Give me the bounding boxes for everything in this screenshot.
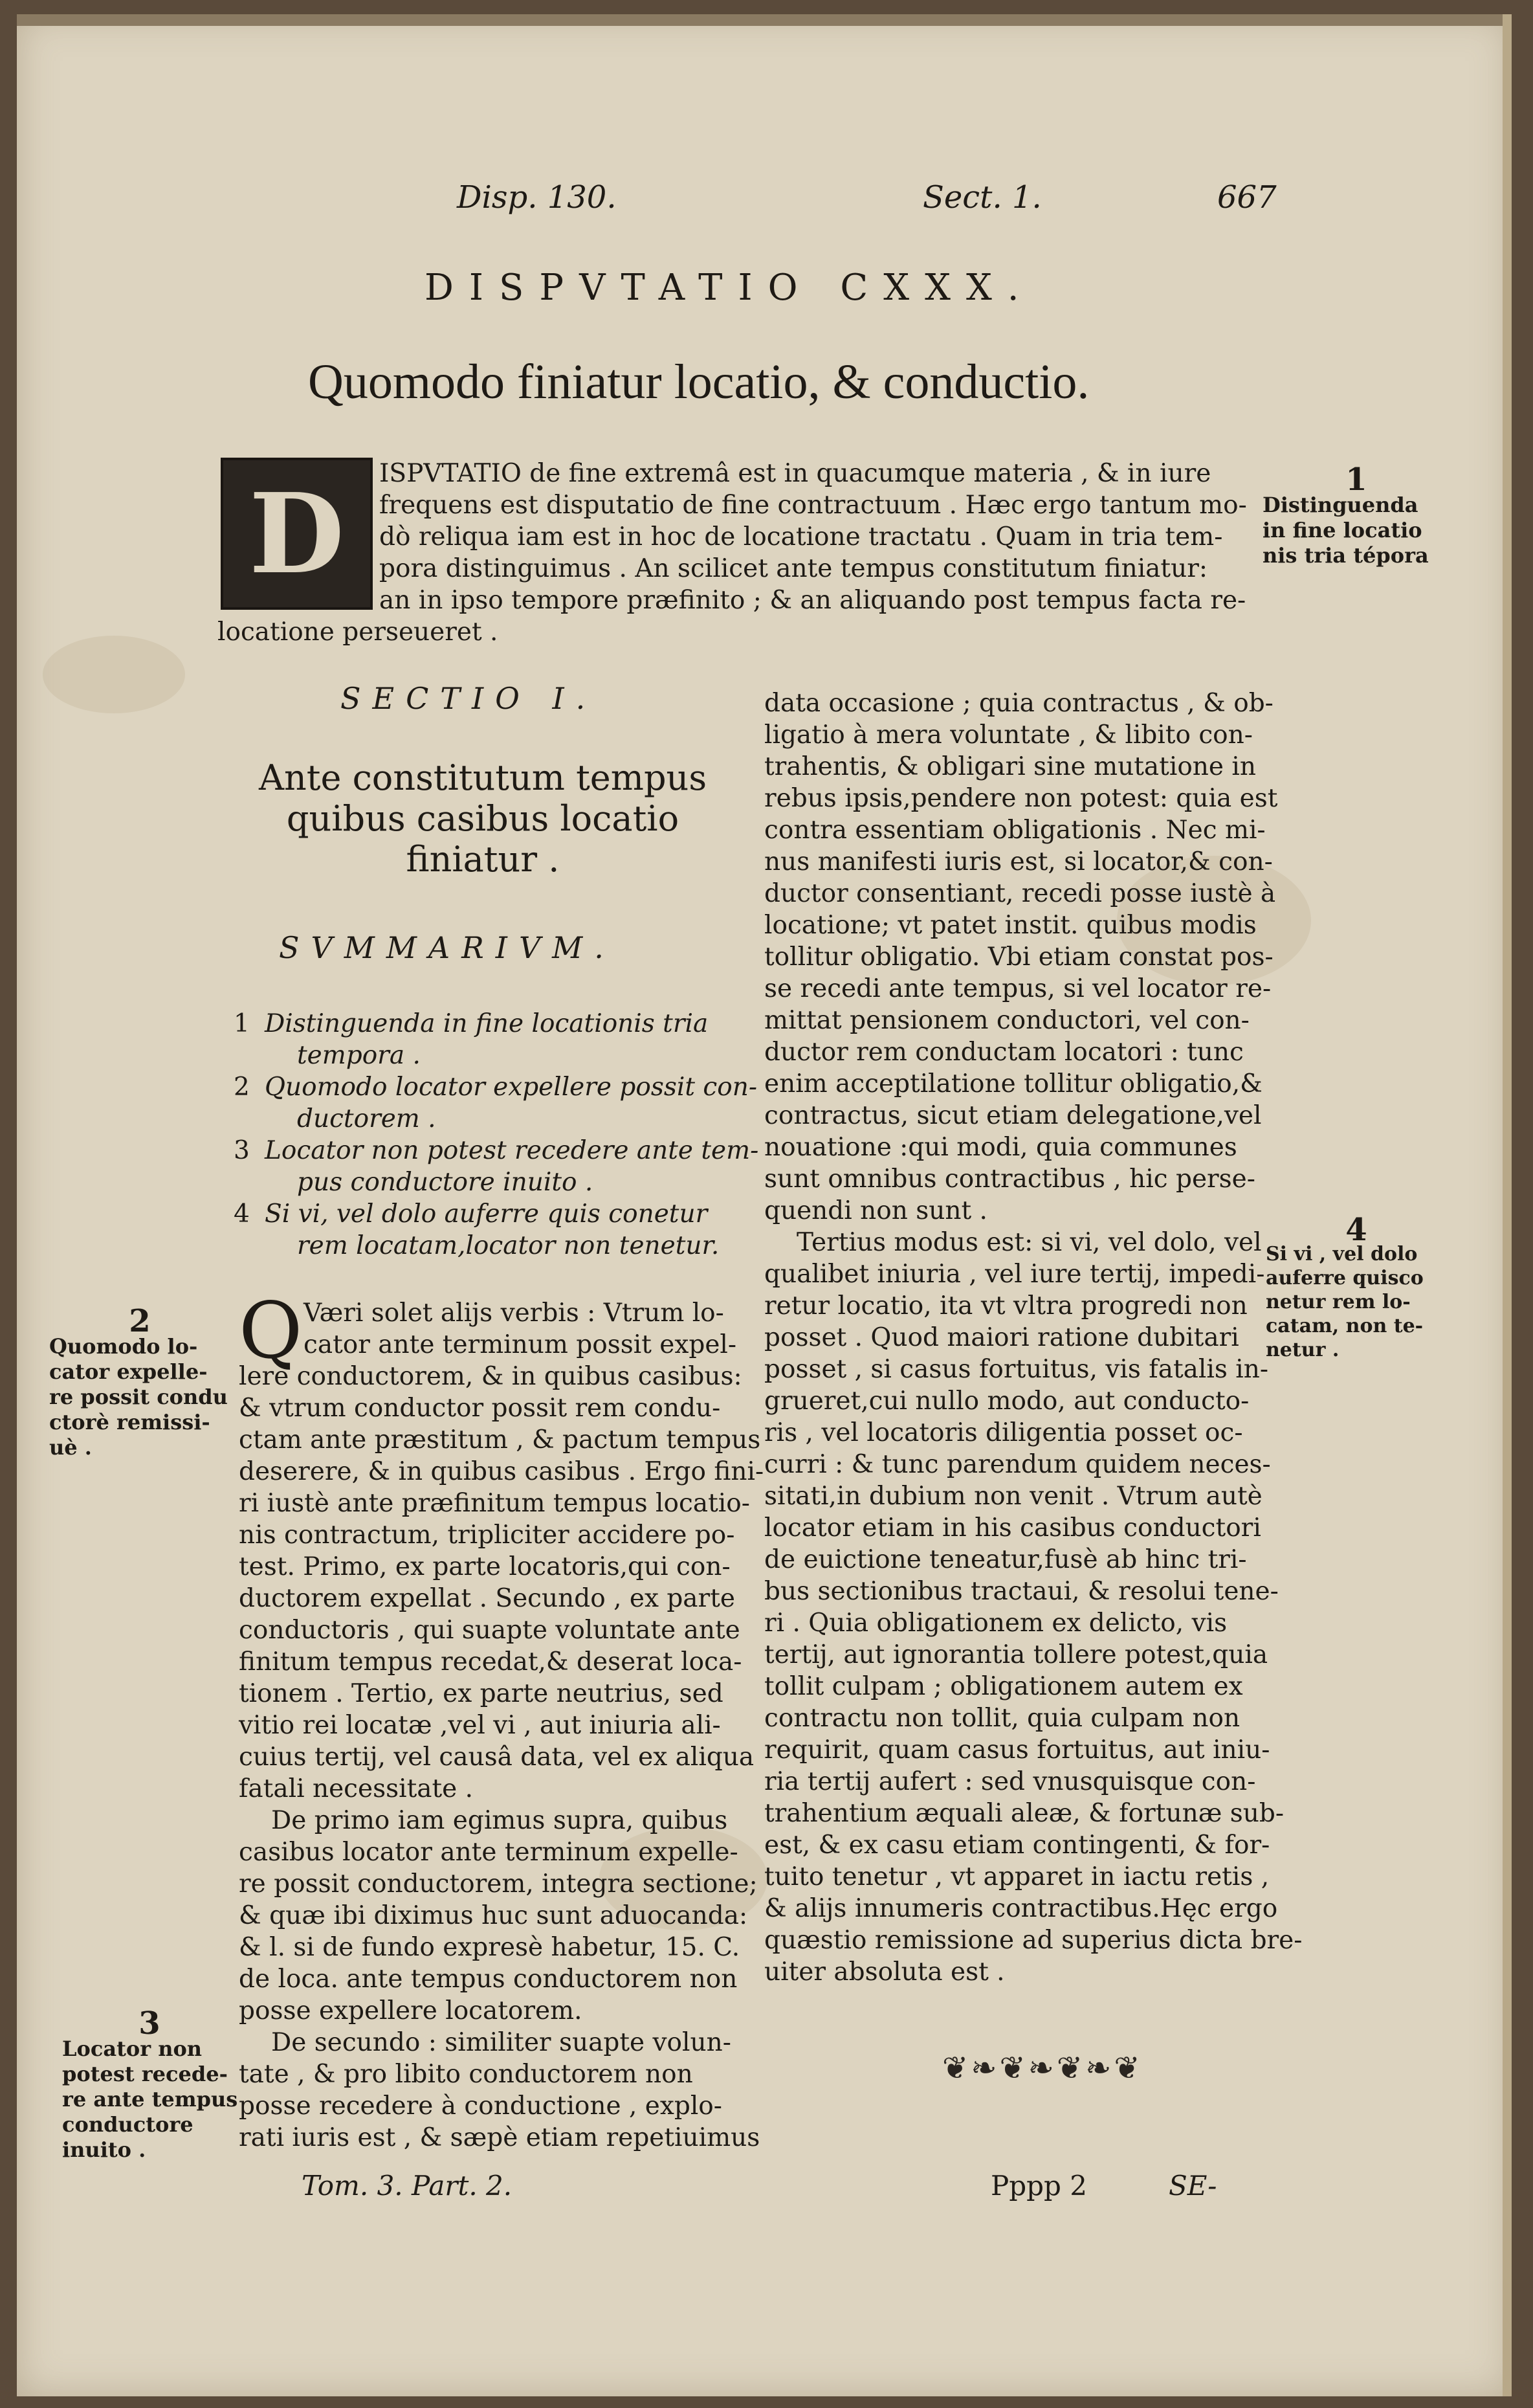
left-column-text [239, 1297, 764, 2154]
margin-note-4 [1266, 1212, 1447, 1362]
text-line: pora distinguimus . An scilicet ante tempus constitutum finiatur: [379, 554, 1208, 583]
section-title [230, 757, 735, 880]
margin-note-line: re possit condu [49, 1385, 228, 1409]
margin-note-line: nis tria tépora [1263, 543, 1429, 568]
text-line: posse expellere locatorem. [239, 1996, 582, 2025]
text-line: casibus locator ante terminum expelle- [239, 1838, 738, 1867]
summary-item-line: Distinguenda in fine locationis tria [265, 1009, 709, 1038]
footer-signature: Pppp 2 [991, 2170, 1087, 2202]
disputation-title: DISPVTATIO CXXX. [425, 267, 1035, 309]
footer-catchword: SE- [1169, 2170, 1217, 2202]
text-line: tollitur obligatio. Vbi etiam constat pos- [764, 942, 1274, 972]
text-line: est, & ex casu etiam contingenti, & for- [764, 1831, 1270, 1860]
text-line: conductoris , qui suapte voluntate ante [239, 1616, 740, 1645]
initial-letter: D [248, 469, 345, 599]
text-line: Tertius modus est: si vi, vel dolo, vel [797, 1228, 1262, 1257]
summary-item-line: Si vi, vel dolo auferre quis conetur [265, 1199, 708, 1229]
margin-note-1 [1263, 462, 1450, 568]
text-line: contractu non tollit, quia culpam non [764, 1704, 1241, 1733]
text-line: frequens est disputatio de fine contractuum . Hæc ergo tantum mo- [379, 491, 1247, 520]
text-line: bus sectionibus tractaui, & resolui tene- [764, 1577, 1279, 1606]
margin-note-line: inuito . [62, 2137, 146, 2162]
text-line: Væri solet alijs verbis : Vtrum lo- [303, 1299, 724, 1328]
text-line: trahentis, & obligari sine mutatione in [764, 752, 1256, 781]
text-line: sitati,in dubium non venit . Vtrum autè [764, 1482, 1263, 1511]
margin-note-line: Quomodo lo- [49, 1334, 198, 1359]
text-line: de euictione teneatur,fusè ab hinc tri- [764, 1545, 1247, 1574]
text-line: posset . Quod maiori ratione dubitari [764, 1323, 1239, 1352]
margin-note-line: in fine locatio [1263, 518, 1422, 542]
summary-item-line: Locator non potest recedere ante tem- [265, 1136, 759, 1165]
summary-item [234, 1008, 745, 1071]
summary-label: SVMMARIVM. [279, 930, 615, 965]
text-line: tertij, aut ignorantia tollere potest,quia [764, 1640, 1268, 1669]
summary-item-number: 4 [234, 1199, 250, 1229]
margin-note-2 [49, 1303, 230, 1460]
page-number: 667 [1217, 179, 1277, 216]
summary-item-text [265, 1135, 758, 1198]
footer-volume: Tom. 3. Part. 2. [302, 2170, 513, 2202]
margin-note-line: netur rem lo- [1266, 1291, 1411, 1313]
text-line: quæstio remissione ad superius dicta bre- [764, 1926, 1303, 1955]
summary-item [234, 1071, 758, 1135]
text-line: ris , vel locatoris diligentia posset oc- [764, 1418, 1243, 1447]
text-line: ria tertij aufert : sed vnusquisque con- [764, 1767, 1256, 1796]
text-line: grueret,cui nullo modo, aut conducto- [764, 1387, 1250, 1416]
margin-note-line: Distinguenda [1263, 493, 1418, 517]
text-line: contractus, sicut etiam delegatione,vel [764, 1101, 1262, 1130]
text-line: posse recedere à conductione , explo- [239, 2091, 722, 2121]
text-line: tionem . Tertio, ex parte neutrius, sed [239, 1679, 723, 1708]
text-line: mittat pensionem conductori, vel con- [764, 1006, 1250, 1035]
section-title-line: quibus casibus locatio [286, 798, 679, 839]
text-line: quendi non sunt . [764, 1196, 987, 1225]
text-line: qualibet iniuria , vel iure tertij, impedi- [764, 1260, 1265, 1289]
summary-list [234, 1008, 759, 1262]
margin-note-line: ctorè remissi- [49, 1410, 210, 1434]
text-line: test. Primo, ex parte locatoris,qui con- [239, 1552, 731, 1581]
section-title-line: Ante constitutum tempus [258, 757, 707, 798]
text-line: ductor rem conductam locatori : tunc [764, 1038, 1244, 1067]
text-line: nis contractum, tripliciter accidere po- [239, 1521, 735, 1550]
section-title-line: finiatur . [406, 839, 560, 880]
text-line: ductor consentiant, recedi posse iustè à [764, 879, 1276, 908]
text-line: uiter absoluta est . [764, 1957, 1005, 1987]
text-line: nouatione :qui modi, quia communes [764, 1133, 1237, 1162]
text-line: locatione; vt patet instit. quibus modis [764, 911, 1257, 940]
text-line: tuito tenetur , vt apparet in iactu retis , [764, 1862, 1270, 1891]
margin-note-number: 4 [1345, 1212, 1367, 1248]
summary-item-line: pus conductore inuito . [297, 1168, 593, 1197]
text-line: dò reliqua iam est in hoc de locatione tractatu . Quam in tria tem- [379, 522, 1223, 552]
text-line: locator etiam in his casibus conductori [764, 1513, 1261, 1543]
text-line: cator ante terminum possit expel- [303, 1330, 737, 1359]
margin-note-line: conductore [62, 2112, 193, 2137]
text-line: enim acceptilatione tollitur obligatio,& [764, 1069, 1263, 1098]
margin-note-line: re ante tempus [62, 2087, 238, 2112]
intro-paragraph [217, 458, 1285, 648]
margin-note-line: cator expelle- [49, 1359, 208, 1384]
text-line: tollit culpam ; obligationem autem ex [764, 1672, 1243, 1701]
summary-item-text [265, 1008, 708, 1071]
text-line: ligatio à mera voluntate , & libito con- [764, 720, 1253, 750]
text-line: se recedi ante tempus, si vel locator re- [764, 974, 1272, 1003]
text-line: contra essentiam obligationis . Nec mi- [764, 816, 1266, 845]
summary-item-line: ductorem . [297, 1104, 436, 1133]
text-line: De primo iam egimus supra, quibus [271, 1806, 728, 1835]
initial-q: Q [239, 1286, 303, 1376]
decorative-ornament: ❦❧❦❧❦❧❦ [942, 2050, 1143, 2086]
text-line: sunt omnibus contractibus , hic perse- [764, 1165, 1255, 1194]
margin-note-line: uè . [49, 1435, 92, 1460]
text-line: lere conductorem, & in quibus casibus: [239, 1362, 742, 1391]
text-line: fatali necessitate . [239, 1774, 474, 1803]
text-line: requirit, quam casus fortuitus, aut iniu- [764, 1735, 1270, 1765]
text-line: & quæ ibi diximus huc sunt aduocanda: [239, 1901, 748, 1930]
text-line: trahentium æquali aleæ, & fortunæ sub- [764, 1799, 1285, 1828]
summary-item-text [265, 1198, 719, 1262]
summary-item-text [265, 1071, 757, 1135]
text-line: cuius tertij, vel causâ data, vel ex aliqua [239, 1743, 755, 1772]
text-line: ri iustè ante præfinitum tempus locatio- [239, 1489, 750, 1518]
margin-note-line: netur . [1266, 1339, 1340, 1361]
text-line: re possit conductorem, integra sectione; [239, 1869, 758, 1899]
text-line: & vtrum conductor possit rem condu- [239, 1394, 721, 1423]
text-line: De secundo : similiter suapte volun- [271, 2028, 731, 2057]
margin-note-line: auferre quisco [1266, 1267, 1424, 1289]
text-line: ri . Quia obligationem ex delicto, vis [764, 1609, 1228, 1638]
disputation-heading: Quomodo finiatur locatio, & conductio. [308, 355, 1090, 409]
margin-note-number: 2 [129, 1303, 151, 1339]
margin-note-line: potest recede- [62, 2062, 228, 2086]
text-line: ISPVTATIO de fine extremâ est in quacumque materia , & in iure [379, 459, 1211, 488]
text-line: & alijs innumeris contractibus.Hęc ergo [764, 1894, 1278, 1923]
text-line: curri : & tunc parendum quidem neces- [764, 1450, 1271, 1479]
text-line: posset , si casus fortuitus, vis fatalis in- [764, 1355, 1269, 1384]
summary-item-number: 1 [234, 1009, 250, 1038]
right-column-text [764, 687, 1303, 1988]
summary-item-line: tempora . [297, 1041, 421, 1070]
margin-note-number: 1 [1345, 462, 1367, 498]
running-header-center: Sect. 1. [923, 179, 1042, 216]
text-line: tate , & pro libito conductorem non [239, 2060, 693, 2089]
summary-item-line: rem locatam,locator non tenetur. [297, 1231, 720, 1260]
running-header-left: Disp. 130. [457, 179, 617, 216]
text-line: retur locatio, ita vt vltra progredi non [764, 1291, 1248, 1321]
margin-note-line: catam, non te- [1266, 1315, 1424, 1337]
summary-item-number: 2 [234, 1073, 250, 1102]
margin-note-number: 3 [138, 2005, 160, 2042]
text-line: & l. si de fundo expresè habetur, 15. C. [239, 1933, 740, 1962]
margin-note-line: Locator non [62, 2036, 203, 2061]
book-page [17, 14, 1512, 2396]
section-label: SECTIO I. [340, 681, 597, 716]
text-line: vitio rei locatæ ,vel vi , aut iniuria ali- [239, 1711, 721, 1740]
margin-note-line: Si vi , vel dolo [1266, 1243, 1418, 1265]
text-line: rebus ipsis,pendere non potest: quia est [764, 784, 1278, 813]
text-line: nus manifesti iuris est, si locator,& con- [764, 847, 1273, 876]
summary-item [234, 1135, 759, 1198]
text-line: an in ipso tempore præfinito ; & an aliquando post tempus facta re- [379, 586, 1246, 615]
text-line: ductorem expellat . Secundo , ex parte [239, 1584, 735, 1613]
text-line: locatione perseueret . [217, 618, 498, 647]
text-line: data occasione ; quia contractus , & ob- [764, 689, 1274, 718]
margin-note-3 [62, 2005, 238, 2163]
summary-item [234, 1198, 745, 1262]
text-line: ctam ante præstitum , & pactum tempus [239, 1425, 761, 1455]
text-line: rati iuris est , & sæpè etiam repetiuimus [239, 2123, 760, 2152]
summary-item-number: 3 [234, 1136, 250, 1165]
text-line: deserere, & in quibus casibus . Ergo fini- [239, 1457, 764, 1486]
text-line: de loca. ante tempus conductorem non [239, 1965, 738, 1994]
summary-item-line: Quomodo locator expellere possit con- [265, 1073, 758, 1102]
text-line: finitum tempus recedat,& deserat loca- [239, 1647, 742, 1677]
